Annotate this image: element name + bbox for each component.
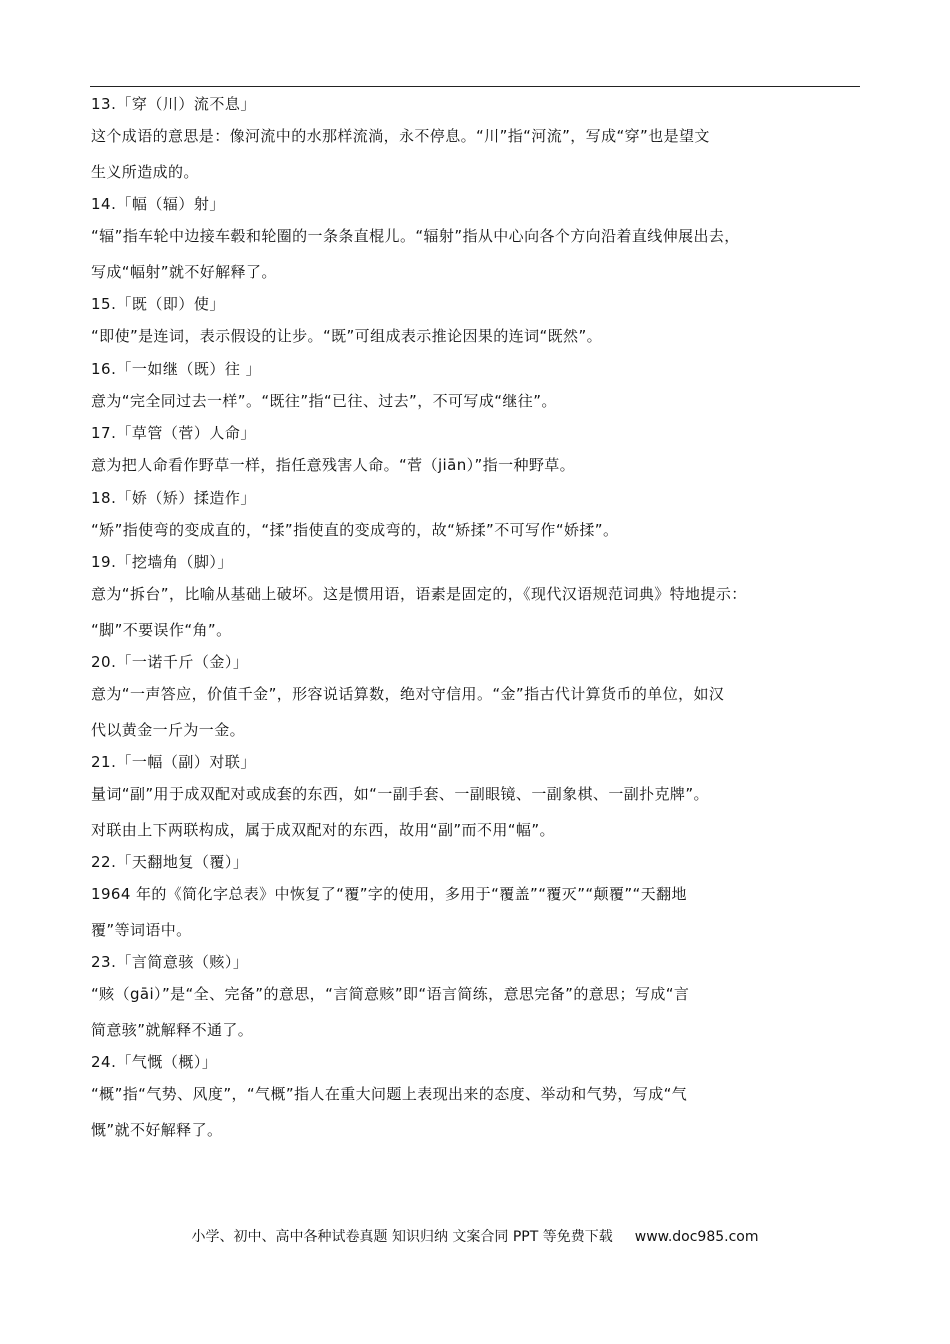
explanation-line: “赅（gāi）”是“全、完备”的意思，“言简意赅”即“语言简练，意思完备”的意思；写成“言 bbox=[91, 985, 690, 1003]
entry-23 bbox=[91, 948, 867, 1048]
entry-term: 16.「一如继（既）往 」 bbox=[91, 359, 262, 378]
entry-20 bbox=[91, 648, 867, 748]
entry-term: 20.「一诺千斤（金）」 bbox=[91, 653, 249, 671]
entry-explanation bbox=[91, 877, 867, 948]
entry-term: 22.「天翻地复（覆）」 bbox=[91, 853, 249, 871]
explanation-line: 覆”等词语中。 bbox=[91, 920, 192, 939]
explanation-line: 写成“幅射”就不好解释了。 bbox=[91, 262, 277, 281]
explanation-line: 1964 年的《简化字总表》中恢复了“覆”字的使用，多用于“覆盖”“覆灭”“颠覆”“天翻地 bbox=[91, 885, 687, 903]
entry-term: 13.「穿（川）流不息」 bbox=[91, 95, 256, 113]
explanation-line: 代以黄金一斤为一金。 bbox=[91, 720, 246, 739]
entry-18 bbox=[91, 484, 867, 549]
explanation-line: 意为“一声答应，价值千金”，形容说话算数，绝对守信用。“金”指古代计算货币的单位，如汉 bbox=[91, 685, 725, 703]
entry-19 bbox=[91, 548, 867, 648]
explanation-line: “概”指“气势、风度”，“气概”指人在重大问题上表现出来的态度、举动和气势，写成“气 bbox=[91, 1085, 688, 1103]
explanation-line: 量词“副”用于成双配对或成套的东西，如“一副手套、一副眼镜、一副象棋、一副扑克牌”。 bbox=[91, 785, 709, 803]
entry-term: 23.「言简意骇（赅）」 bbox=[91, 953, 249, 971]
entry-explanation bbox=[91, 977, 867, 1048]
entry-term: 18.「娇（矫）揉造作」 bbox=[91, 488, 256, 507]
entry-explanation bbox=[91, 777, 867, 848]
entry-explanation bbox=[91, 677, 867, 748]
entry-term: 19.「挖墙角（脚）」 bbox=[91, 553, 233, 571]
entry-explanation bbox=[91, 1077, 867, 1148]
entry-explanation bbox=[91, 319, 867, 355]
entry-17 bbox=[91, 419, 867, 484]
entry-explanation bbox=[91, 119, 867, 190]
entry-16 bbox=[91, 355, 867, 420]
entry-term: 15.「既（即）使」 bbox=[91, 295, 225, 313]
entry-21 bbox=[91, 748, 867, 848]
entry-15 bbox=[91, 290, 867, 355]
page-footer bbox=[0, 1224, 950, 1250]
entry-explanation bbox=[91, 219, 867, 290]
explanation-line: “脚”不要误作“角”。 bbox=[91, 620, 232, 639]
entry-14 bbox=[91, 190, 867, 290]
entry-24 bbox=[91, 1048, 867, 1148]
explanation-line: “矫”指使弯的变成直的，“揉”指使直的变成弯的，故“矫揉”不可写作“娇揉”。 bbox=[91, 520, 619, 539]
explanation-line: 意为把人命看作野草一样，指任意残害人命。“菅（jiān）”指一种野草。 bbox=[91, 456, 576, 474]
header-rule bbox=[90, 86, 860, 87]
explanation-line: 慨”就不好解释了。 bbox=[91, 1120, 223, 1139]
explanation-line: 意为“拆台”，比喻从基础上破坏。这是惯用语，语素是固定的，《现代汉语规范词典》特地提示： bbox=[91, 585, 747, 603]
entry-term: 17.「草管（菅）人命」 bbox=[91, 424, 256, 442]
entry-explanation bbox=[91, 384, 867, 420]
footer-text: 小学、初中、高中各种试卷真题 知识归纳 文案合同 PPT 等免费下载 bbox=[191, 1229, 613, 1245]
explanation-line: 对联由上下两联构成，属于成双配对的东西，故用“副”而不用“幅”。 bbox=[91, 820, 555, 839]
entry-explanation bbox=[91, 577, 867, 648]
entry-term: 14.「幅（辐）射」 bbox=[91, 195, 225, 213]
entry-list bbox=[91, 90, 867, 1148]
entry-13 bbox=[91, 90, 867, 190]
explanation-line: 这个成语的意思是：像河流中的水那样流淌，永不停息。“川”指“河流”，写成“穿”也是望文 bbox=[91, 127, 710, 145]
explanation-line: 简意骇”就解释不通了。 bbox=[91, 1020, 254, 1039]
entry-explanation bbox=[91, 448, 867, 484]
entry-22 bbox=[91, 848, 867, 948]
entry-term: 21.「一幅（副）对联」 bbox=[91, 753, 256, 771]
explanation-line: 生义所造成的。 bbox=[91, 162, 199, 181]
explanation-line: “辐”指车轮中边接车毂和轮圈的一条条直棍儿。“辐射”指从中心向各个方向沿着直线伸展出去， bbox=[91, 227, 740, 245]
entry-explanation bbox=[91, 513, 867, 549]
explanation-line: “即使”是连词，表示假设的让步。“既”可组成表示推论因果的连词“既然”。 bbox=[91, 327, 603, 345]
explanation-line: 意为“完全同过去一样”。“既往”指“已往、过去”，不可写成“继往”。 bbox=[91, 391, 557, 410]
entry-term: 24.「气慨（概）」 bbox=[91, 1053, 218, 1071]
footer-url-link[interactable]: www.doc985.com bbox=[634, 1229, 759, 1245]
